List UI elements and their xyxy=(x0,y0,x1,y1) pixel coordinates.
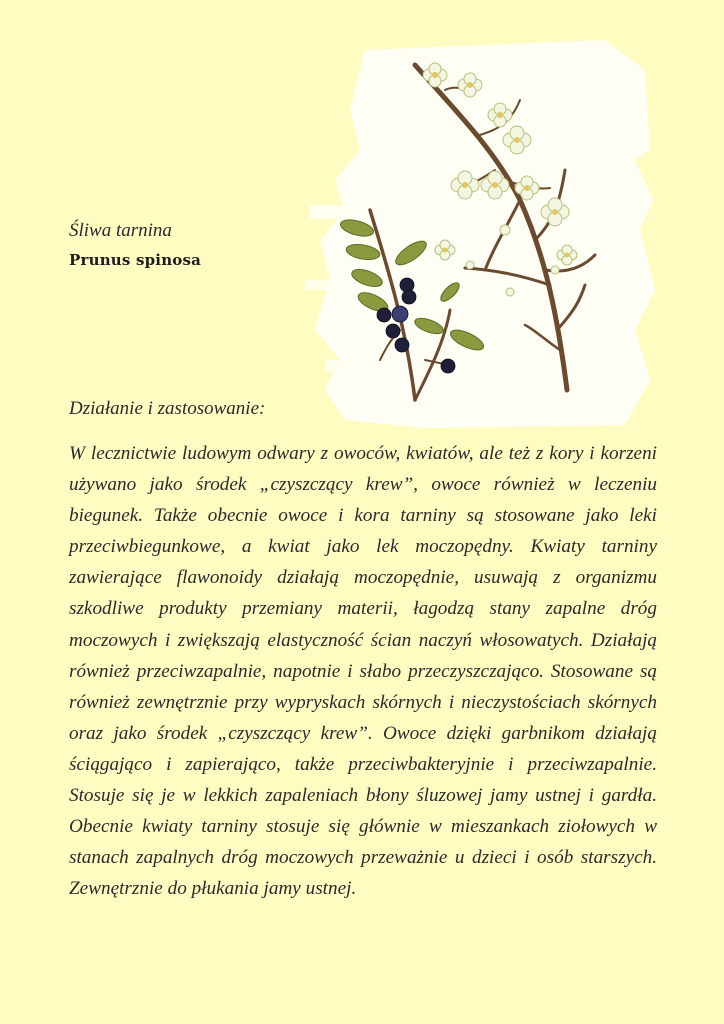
plant-common-name: Śliwa tarnina xyxy=(69,220,172,241)
blackthorn-illustration xyxy=(305,30,657,430)
plant-latin-name: Prunus spinosa xyxy=(69,251,202,269)
section-heading: Działanie i zastosowanie: xyxy=(69,398,266,419)
section-body-text: W lecznictwie ludowym odwary z owoców, kwiatów, ale też z kory i korzeni używano jako środek „czyszczący krew”, owoce również w leczeniu biegunek. Także obecnie owoce i kora tarniny są stosowane jako leki przeciwbiegunkowe, a kwiat jako lek moczopędny. Kwiaty tarniny zawierające flawonoidy działają moczopędnie, usuwają z organizmu szkodliwe produkty przemiany materii, łagodzą stany zapalne dróg moczowych i zwiększają elastyczność ścian naczyń włosowatych. Działają również przeciwzapalnie, napotnie i słabo przeczyszczająco. Stosowane są również zewnętrznie przy wypryskach skórnych i nieczystościach skórnych oraz jako środek „czyszczący krew”. Owoce dzięki garbnikom działają ściągająco i zapierająco, także przeciwbakteryjnie i przeciwzapalnie. Stosuje się je w lekkich zapaleniach błony śluzowej jamy ustnej i gardła. Obecnie kwiaty tarniny stosuje się głównie w mieszankach ziołowych w stanach zapalnych dróg moczowych przeważnie u dzieci i osób starszych. Zewnętrznie do płukania jamy ustnej. xyxy=(69,443,657,900)
